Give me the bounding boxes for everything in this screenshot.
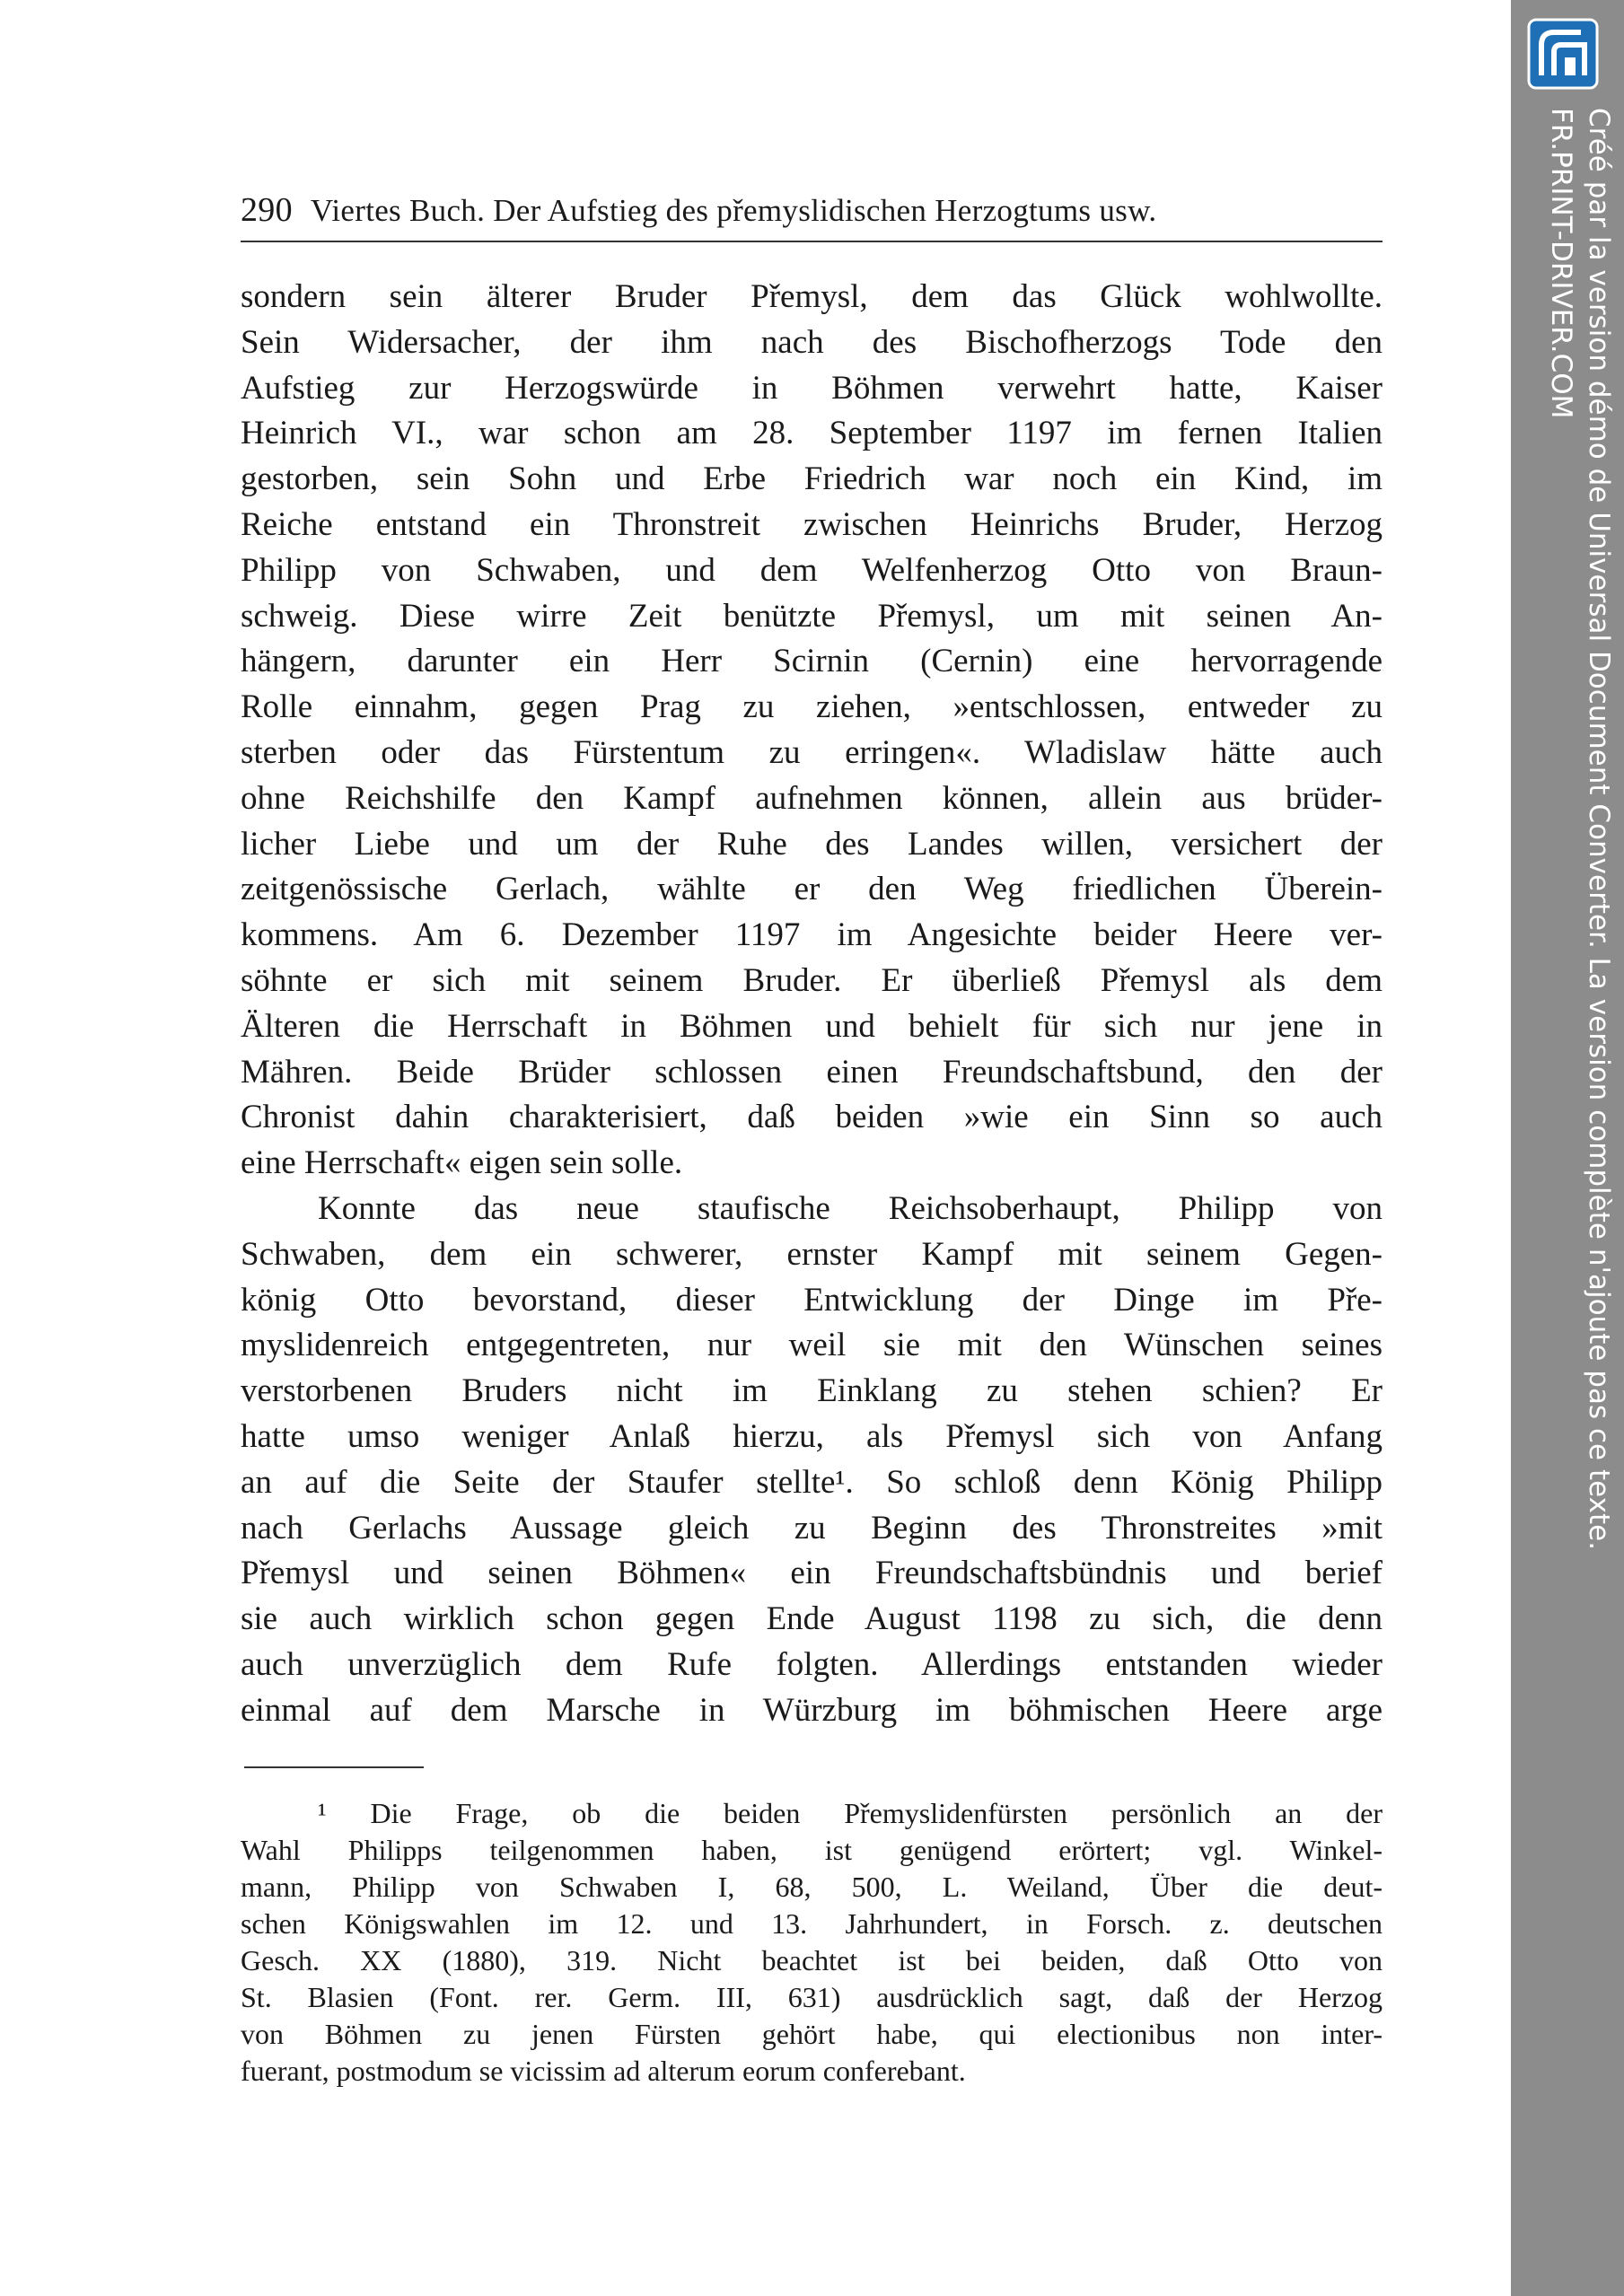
header-rule <box>241 241 1383 242</box>
body-line: licher Liebe und um der Ruhe des Landes willen, versichert der <box>241 825 1383 863</box>
body-line: hängern, darunter ein Herr Scirnin (Cernin) eine hervorragende <box>241 643 1383 680</box>
body-line: söhnte er sich mit seinem Bruder. Er überließ Přemysl als dem <box>241 961 1383 999</box>
body-line: nach Gerlachs Aussage gleich zu Beginn des Thronstreites »mit <box>241 1509 1383 1547</box>
watermark <box>1519 108 1618 1580</box>
footnote <box>241 1795 1383 2090</box>
body-line: Älteren die Herrschaft in Böhmen und behielt für sich nur jene in <box>241 1007 1383 1045</box>
body-line: Heinrich VI., war schon am 28. September 1197 im fernen Italien <box>241 415 1383 452</box>
body-line: Konnte das neue staufische Reichsoberhaupt, Philipp von <box>318 1189 1383 1227</box>
body-line: Schwaben, dem ein schwerer, ernster Kampf mit seinem Gegen- <box>241 1235 1383 1273</box>
body-line: Chronist dahin charakterisiert, daß beiden »wie ein Sinn so auch <box>241 1099 1383 1136</box>
footnote-line: Wahl Philipps teilgenommen haben, ist genügend erörtert; vgl. Winkel- <box>241 1834 1383 1866</box>
footnote-line: fuerant, postmodum se vicissim ad alterum eorum conferebant. <box>241 2055 966 2087</box>
body-line: sondern sein älterer Bruder Přemysl, dem das Glück wohlwollte. <box>241 278 1383 315</box>
body-line: ohne Reichshilfe den Kampf aufnehmen können, allein aus brüder- <box>241 779 1383 817</box>
body-line: Mähren. Beide Brüder schlossen einen Freundschaftsbund, den der <box>241 1053 1383 1091</box>
body-line: einmal auf dem Marsche in Würzburg im böhmischen Heere arge <box>241 1691 1383 1729</box>
document-converter-logo-icon <box>1527 18 1599 90</box>
body-line: kommens. Am 6. Dezember 1197 im Angesichte beider Heere ver- <box>241 916 1383 954</box>
running-title: Viertes Buch. Der Aufstieg des přemyslidischen Herzogtums usw. <box>310 193 1157 228</box>
body-line: Přemysl und seinen Böhmen« ein Freundschaftsbündnis und berief <box>241 1555 1383 1592</box>
body-line: Rolle einnahm, gegen Prag zu ziehen, »entschlossen, entweder zu <box>241 688 1383 726</box>
body-line: myslidenreich entgegentreten, nur weil sie mit den Wünschen seines <box>241 1327 1383 1364</box>
body-line: gestorben, sein Sohn und Erbe Friedrich war noch ein Kind, im <box>241 460 1383 498</box>
footnote-line: Gesch. XX (1880), 319. Nicht beachtet ist bei beiden, daß Otto von <box>241 1944 1383 1976</box>
footnote-rule <box>244 1766 424 1768</box>
page-number: 290 <box>241 191 293 229</box>
body-line: sie auch wirklich schon gegen Ende August 1198 zu sich, die denn <box>241 1600 1383 1638</box>
watermark-line-1: Créé par la version démo de Universal Document Converter. La version complète n'ajoute pas ce texte. <box>1583 108 1615 1551</box>
watermark-line-2: FR.PRINT-DRIVER.COM <box>1545 108 1577 419</box>
body-line: zeitgenössische Gerlach, wählte er den Weg friedlichen Überein- <box>241 871 1383 908</box>
body-line: sterben oder das Fürstentum zu erringen«. Wladislaw hätte auch <box>241 733 1383 771</box>
body-line: an auf die Seite der Staufer stellte¹. So schloß denn König Philipp <box>241 1463 1383 1501</box>
footnote-line: ¹ Die Frage, ob die beiden Přemyslidenfürsten persönlich an der <box>318 1797 1383 1829</box>
body-text <box>241 275 1383 1734</box>
watermark-text <box>1542 108 1618 1580</box>
body-line: Sein Widersacher, der ihm nach des Bischofherzogs Tode den <box>241 323 1383 361</box>
body-line: auch unverzüglich dem Rufe folgten. Allerdings entstanden wieder <box>241 1645 1383 1683</box>
footnote-line: St. Blasien (Font. rer. Germ. III, 631) ausdrücklich sagt, daß der Herzog <box>241 1981 1383 2013</box>
body-line: schweig. Diese wirre Zeit benützte Přemysl, um mit seinen An- <box>241 597 1383 635</box>
body-line: verstorbenen Bruders nicht im Einklang zu stehen schien? Er <box>241 1372 1383 1410</box>
body-line: Philipp von Schwaben, und dem Welfenherzog Otto von Braun- <box>241 551 1383 589</box>
footnote-line: von Böhmen zu jenen Fürsten gehört habe, qui electionibus non inter- <box>241 2018 1383 2050</box>
body-line: Reiche entstand ein Thronstreit zwischen Heinrichs Bruder, Herzog <box>241 505 1383 543</box>
body-line: eine Herrschaft« eigen sein solle. <box>241 1144 683 1182</box>
body-line: hatte umso weniger Anlaß hierzu, als Přemysl sich von Anfang <box>241 1417 1383 1455</box>
body-line: Aufstieg zur Herzogswürde in Böhmen verwehrt hatte, Kaiser <box>241 369 1383 407</box>
body-line: könig Otto bevorstand, dieser Entwicklung der Dinge im Pře- <box>241 1281 1383 1319</box>
footnote-line: mann, Philipp von Schwaben I, 68, 500, L. Weiland, Über die deut- <box>241 1871 1383 1903</box>
running-header <box>241 190 1345 239</box>
footnote-line: schen Königswahlen im 12. und 13. Jahrhundert, in Forsch. z. deutschen <box>241 1907 1383 1940</box>
